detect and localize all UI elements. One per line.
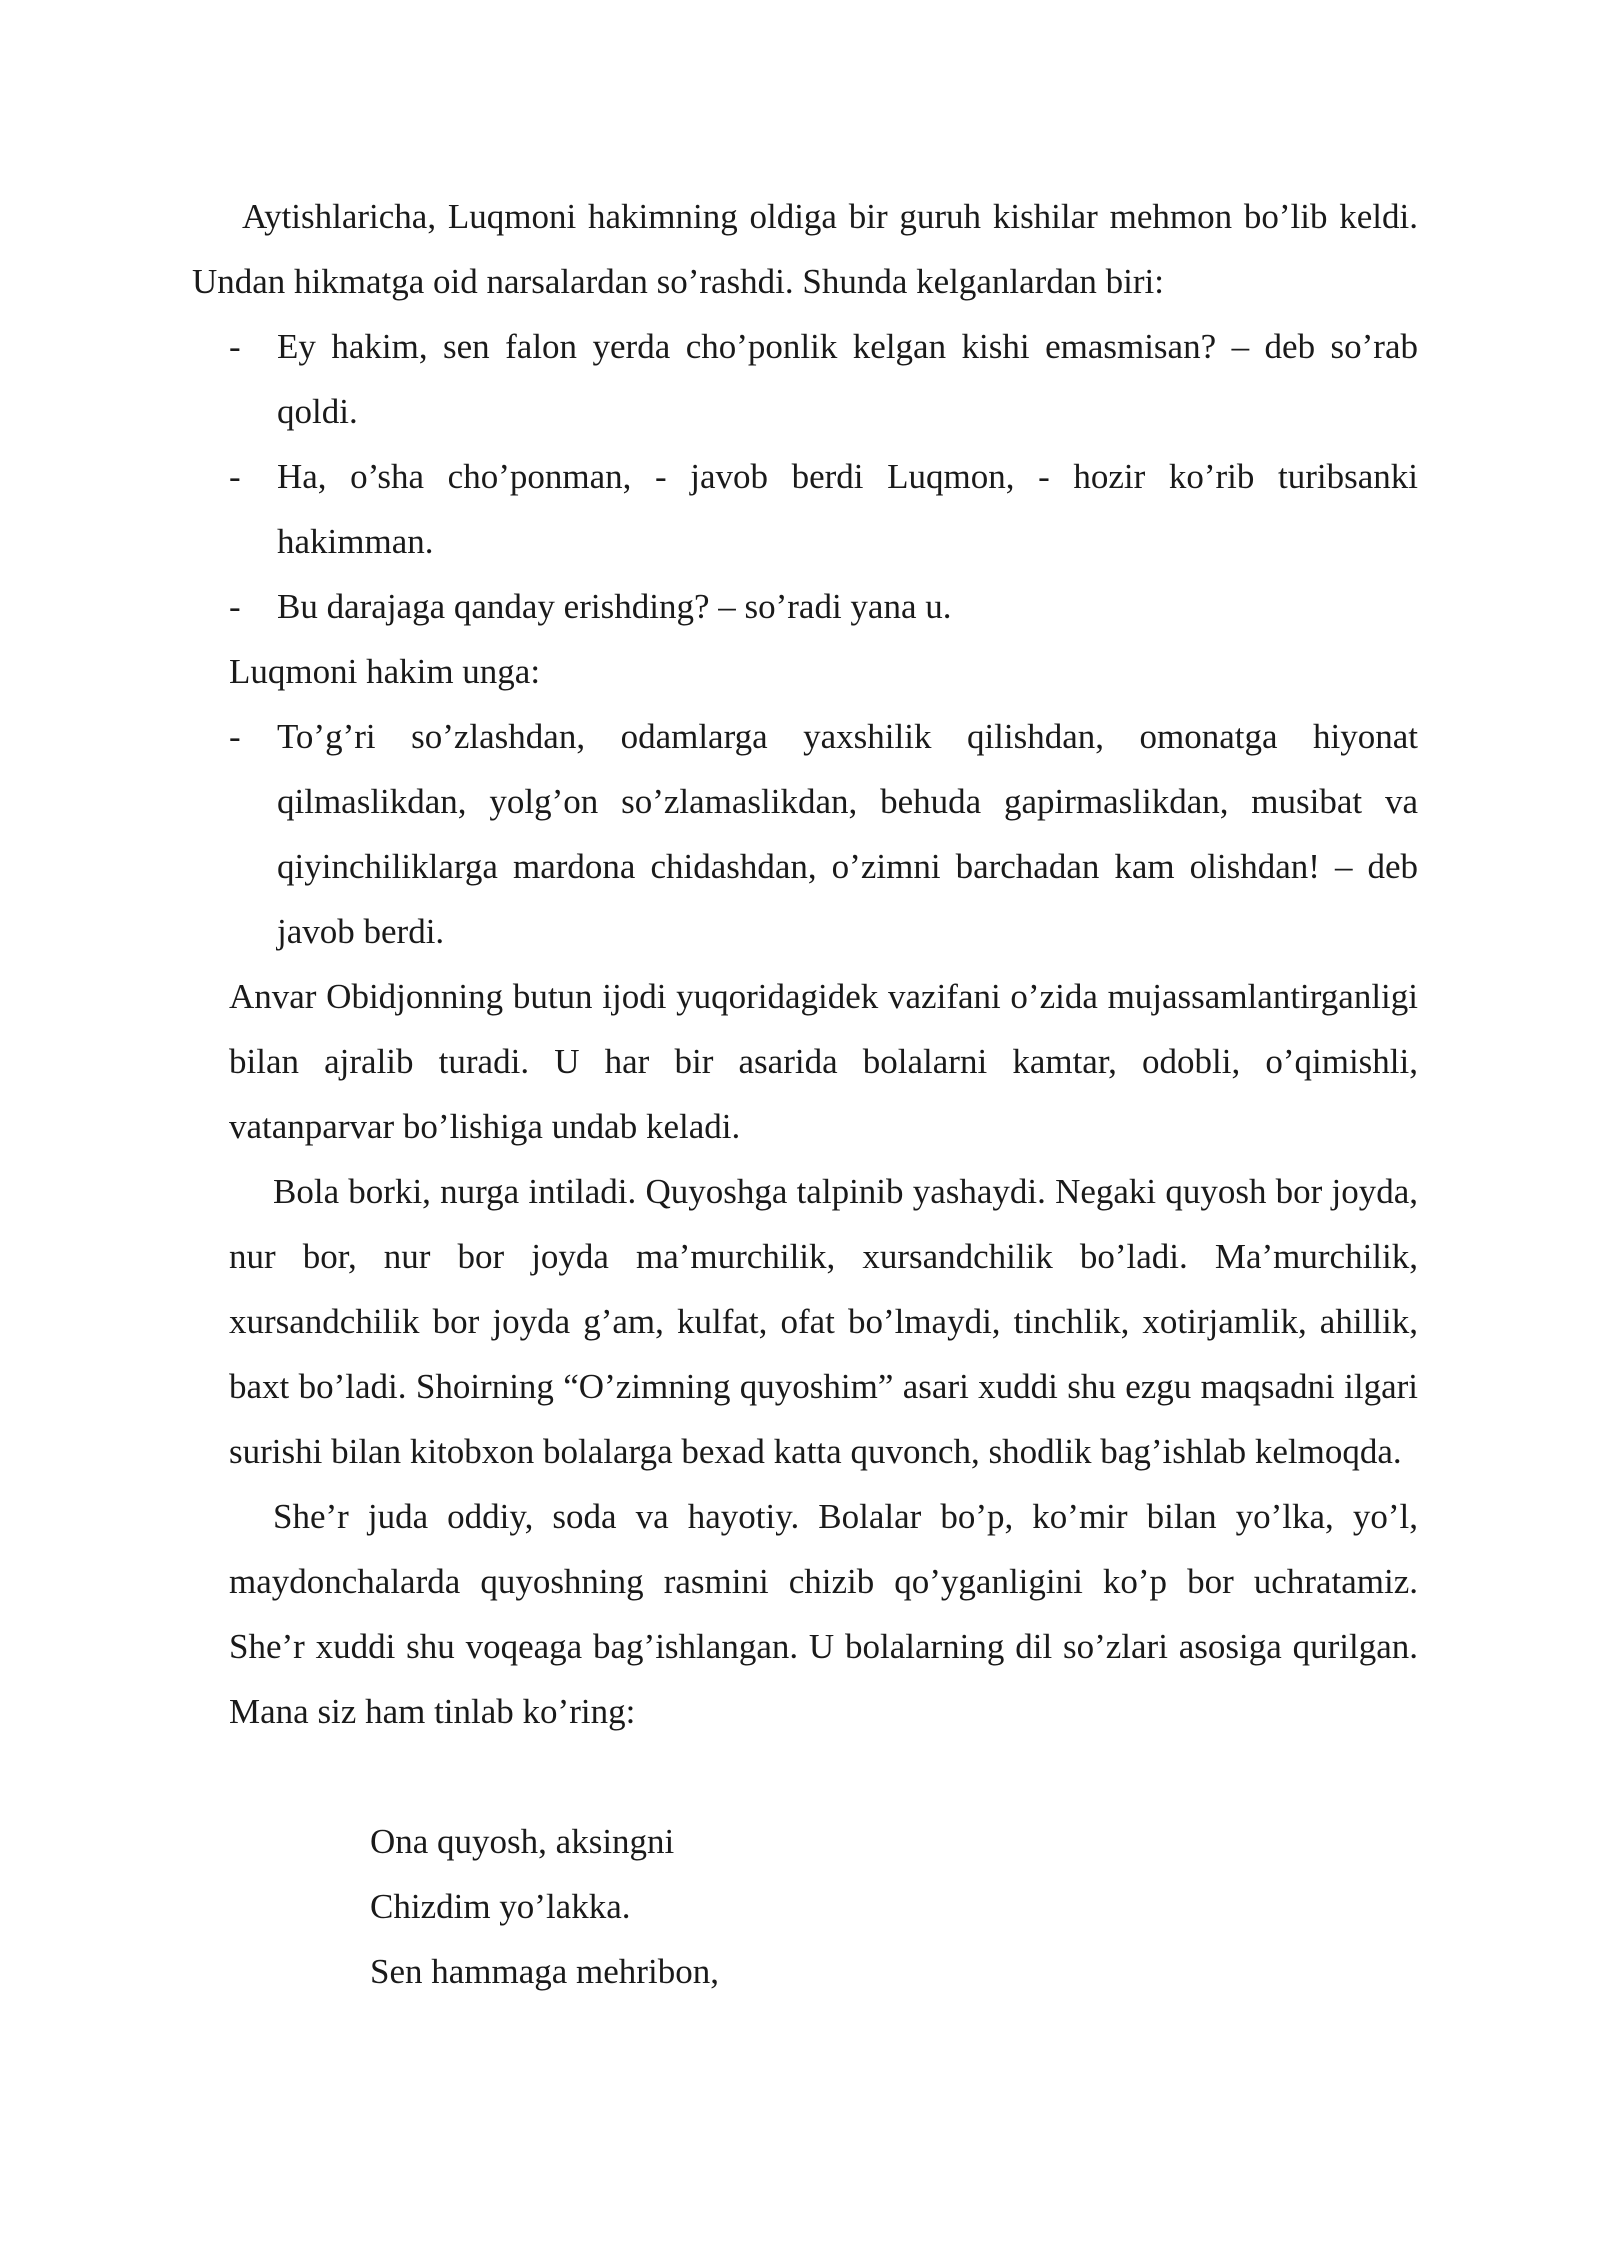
dialog-dash: - xyxy=(229,587,241,626)
dialog-dash: - xyxy=(229,327,241,366)
dialog-line-3 xyxy=(229,574,1418,639)
dialog-text: Ey hakim, sen falon yerda cho’ponlik kelgan kishi emasmisan? – deb so’rab qoldi. xyxy=(277,327,1418,431)
dialog-dash: - xyxy=(229,457,241,496)
luqmon-says-line: Luqmoni hakim unga: xyxy=(229,652,541,691)
sher-paragraph: She’r juda oddiy, soda va hayotiy. Bolalar bo’p, ko’mir bilan yo’lka, yo’l, maydonchalarda quyoshning rasmini chizib qo’yganligini ko’p bor uchratamiz. She’r xuddi shu voqeaga bag’ishlangan. U bolalarning dil so’zlari asosiga qurilgan. Mana siz ham tinlab ko’ring: xyxy=(229,1497,1418,1731)
anvar-paragraph: Anvar Obidjonning butun ijodi yuqoridagidek vazifani o’zida mujassamlantirganligi bilan ajralib turadi. U har bir asarida bolalarni kamtar, odobli, o’qimishli, vatanparvar bo’lishiga undab keladi. xyxy=(229,977,1418,1146)
poem-excerpt xyxy=(370,1809,1418,2004)
answer-text: To’g’ri so’zlashdan, odamlarga yaxshilik qilishdan, omonatga hiyonat qilmaslikdan, yolg’on so’zlamaslikdan, behuda gapirmaslikdan, musibat va qiyinchiliklarga mardona chidashdan, o’zimni barchadan kam olishdan! – deb javob berdi. xyxy=(277,717,1418,951)
dialog-dash: - xyxy=(229,717,241,756)
intro-paragraph: Aytishlaricha, Luqmoni hakimning oldiga bir guruh kishilar mehmon bo’lib keldi. Undan hikmatga oid narsalardan so’rashdi. Shunda kelganlardan biri: xyxy=(192,197,1418,301)
bola-paragraph: Bola borki, nurga intiladi. Quyoshga talpinib yashaydi. Negaki quyosh bor joyda, nur bor, nur bor joyda ma’murchilik, xursandchilik bo’ladi. Ma’murchilik, xursandchilik bor joyda g’am, kulfat, ofat bo’lmaydi, tinchlik, xotirjamlik, ahillik, baxt bo’ladi. Shoirning “O’zimning quyoshim” asari xuddi shu ezgu maqsadni ilgari surishi bilan kitobxon bolalarga bexad katta quvonch, shodlik bag’ishlab kelmoqda. xyxy=(229,1172,1418,1471)
dialog-text: Ha, o’sha cho’ponman, - javob berdi Luqmon, - hozir ko’rib turibsanki hakimman. xyxy=(277,457,1418,561)
dialog-text: Bu darajaga qanday erishding? – so’radi yana u. xyxy=(277,587,952,626)
answer-line xyxy=(229,704,1418,964)
poem-line-2: Chizdim yo’lakka. xyxy=(370,1887,631,1926)
poem-line-1: Ona quyosh, aksingni xyxy=(370,1822,675,1861)
poem-line-3: Sen hammaga mehribon, xyxy=(370,1952,719,1991)
dialog-line-2 xyxy=(229,444,1418,574)
document-body xyxy=(192,184,1418,2004)
dialog-line-1 xyxy=(229,314,1418,444)
